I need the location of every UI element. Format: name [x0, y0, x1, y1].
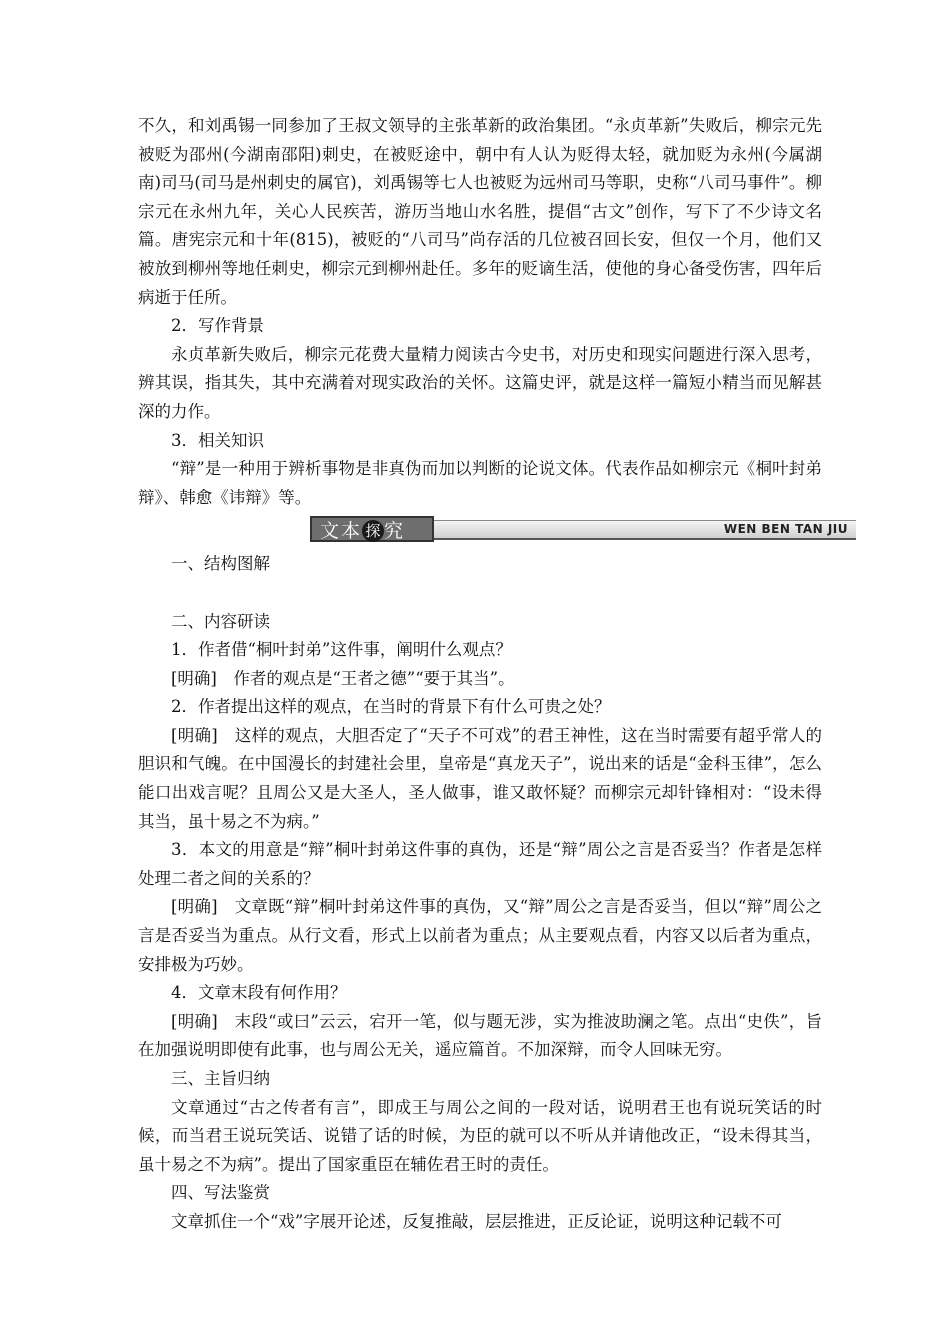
question-4: 4．文章末段有何作用？: [171, 983, 347, 1003]
knowledge-heading: 3．相关知识: [171, 430, 264, 450]
structure-diagram-space: [138, 579, 822, 608]
question-3: 3．本文的用意是“辩”桐叶封弟这件事的真伪，还是“辩”周公之言是否妥当？作者是怎样处理二者之间的关系的？: [138, 840, 822, 888]
banner-title-a: 文本: [320, 520, 363, 543]
banner-subtitle: WEN BEN TAN JIU: [723, 522, 848, 537]
theme-heading: 三、主旨归纳: [171, 1069, 270, 1088]
banner-circle-char: 探: [362, 520, 384, 542]
answer-2: [明确] 这样的观点，大胆否定了“天子不可戏”的君王神性，这在当时需要有超乎常人的胆识和气魄。在中国漫长的封建社会里，皇帝是“真龙天子”，说出来的话是“金科玉律”，怎么能口出戏言呢？且周公又是大圣人，圣人做事，谁又敢怀疑？而柳宗元却针锋相对：“设未得其当，虽十易之不为病。”: [138, 725, 822, 831]
section-banner: [138, 516, 848, 544]
theme-paragraph: 文章通过“古之传者有言”，即成王与周公之间的一段对话，说明君王也有说玩笑话的时候，而当君王说玩笑话、说错了话的时候，为臣的就可以不听从并请他改正，“设未得其当，虽十易之不为病”。提出了国家重臣在辅佐君王时的责任。: [138, 1097, 822, 1174]
banner-bar: [434, 520, 856, 540]
document-page: [138, 112, 848, 1237]
intro-paragraph: 不久，和刘禹锡一同参加了王叔文领导的主张革新的政治集团。“永贞革新”失败后，柳宗元先被贬为邵州(今湖南邵阳)刺史，在被贬途中，朝中有人认为贬得太轻，就加贬为永州(今属湖南)司马(司马是州刺史的属官)，刘禹锡等七人也被贬为远州司马等职，史称“八司马事件”。柳宗元在永州九年，关心人民疾苦，游历当地山水名胜，提倡“古文”创作，写下了不少诗文名篇。唐宪宗元和十年(815)，被贬的“八司马”尚存活的几位被召回长安，但仅一个月，他们又被放到柳州等地任刺史，柳宗元到柳州赴任。多年的贬谪生活，使他的身心备受伤害，四年后病逝于任所。: [138, 116, 822, 307]
technique-paragraph: 文章抓住一个“戏”字展开论述，反复推敲，层层推进，正反论证，说明这种记载不可: [171, 1211, 782, 1231]
question-1: 1．作者借“桐叶封弟”这件事，阐明什么观点？: [171, 640, 512, 660]
banner-title: [310, 516, 434, 542]
banner-title-b: 究: [384, 520, 406, 543]
structure-heading: 一、结构图解: [171, 554, 270, 574]
background-heading: 2．写作背景: [171, 316, 264, 336]
answer-3: [明确] 文章既“辩”桐叶封弟这件事的真伪，又“辩”周公之言是否妥当，但以“辩”周公之言是否妥当为重点。从行文看，形式上以前者为重点；从主要观点看，内容又以后者为重点，安排极为巧妙。: [138, 897, 822, 974]
question-2: 2．作者提出这样的观点，在当时的背景下有什么可贵之处？: [171, 697, 611, 717]
knowledge-paragraph: “辩”是一种用于辨析事物是非真伪而加以判断的论说文体。代表作品如柳宗元《桐叶封弟辩》、韩愈《讳辩》等。: [138, 459, 822, 507]
banner-block: [310, 516, 848, 543]
background-paragraph: 永贞革新失败后，柳宗元花费大量精力阅读古今史书，对历史和现实问题进行深入思考，辨其误，指其失，其中充满着对现实政治的关怀。这篇史评，就是这样一篇短小精当而见解甚深的力作。: [138, 344, 822, 421]
content-heading: 二、内容研读: [171, 611, 270, 631]
answer-4: [明确] 末段“或曰”云云，宕开一笔，似与题无涉，实为推波助澜之笔。点出“史佚”，旨在加强说明即使有此事，也与周公无关，遥应篇首。不加深辩，而令人回味无穷。: [138, 1011, 822, 1060]
answer-1: [明确] 作者的观点是“王者之德”“要于其当”。: [171, 668, 515, 688]
technique-heading: 四、写法鉴赏: [171, 1183, 270, 1203]
